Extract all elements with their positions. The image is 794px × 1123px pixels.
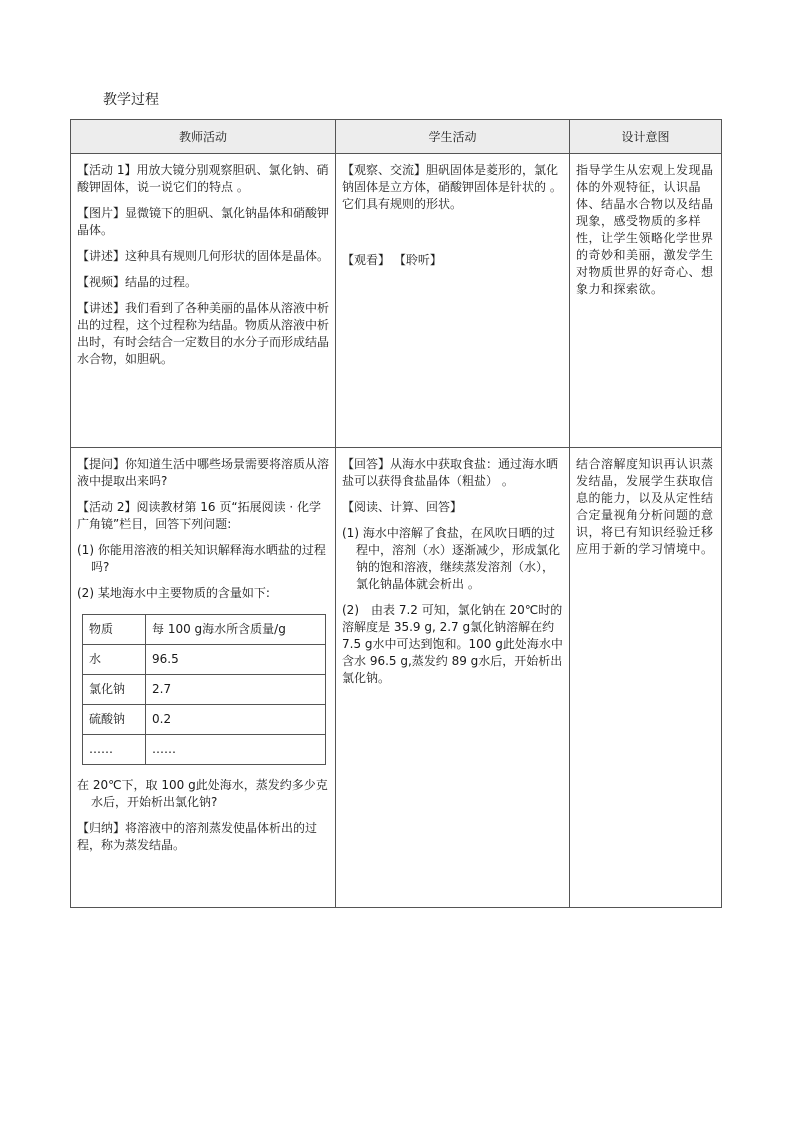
- table-header-row: [83, 615, 326, 645]
- header-intent: 设计意图: [570, 120, 722, 154]
- table-cell: ……: [83, 735, 146, 765]
- intent-cell: [570, 448, 722, 908]
- teacher-cell: [71, 448, 336, 908]
- col-header: 每 100 g海水所含质量/g: [146, 615, 326, 645]
- read-calc-answer: 【阅读、计算、回答】: [342, 500, 463, 514]
- table-cell: 2.7: [146, 675, 326, 705]
- table-cell: 96.5: [146, 645, 326, 675]
- lecture-note: 【讲述】这种具有规则几何形状的固体是晶体。: [77, 249, 330, 263]
- table-cell: 水: [83, 645, 146, 675]
- question-1: (1) 你能用溶液的相关知识解释海水晒盐的过程吗?: [77, 543, 326, 574]
- lecture-note-2: 【讲述】我们看到了各种美丽的晶体从溶液中析出的过程，这个过程称为结晶。物质从溶液中析出时，有时会结合一定数目的水分子而形成结晶水合物，如胆矾。: [77, 301, 330, 366]
- header-row: [71, 120, 722, 154]
- table-cell: ……: [146, 735, 326, 765]
- header-teacher: 教师活动: [71, 120, 336, 154]
- intent-text: 指导学生从宏观上发现晶体的外观特征，认识晶体、结晶水合物以及结晶现象，感受物质的多样性，让学生领略化学世界的奇妙和美丽，激发学生对物质世界的好奇心、想象力和探索欲。: [576, 163, 714, 296]
- table-row: [83, 705, 326, 735]
- section-title: 教学过程: [103, 92, 159, 108]
- student-cell: [336, 448, 570, 908]
- summary-note: 【归纳】将溶液中的溶剂蒸发使晶体析出的过程，称为蒸发结晶。: [77, 821, 318, 852]
- question-note: 【提问】你知道生活中哪些场景需要将溶质从溶液中提取出来吗?: [77, 457, 330, 488]
- seawater-content-table: [82, 614, 326, 765]
- teaching-process-table: [70, 119, 722, 908]
- answer-note: 【回答】从海水中获取食盐：通过海水晒盐可以获得食盐晶体（粗盐） 。: [342, 457, 559, 488]
- activity-1: 【活动 1】用放大镜分别观察胆矾、氯化钠、硝酸钾固体，说一说它们的特点 。: [77, 163, 329, 194]
- teacher-cell: [71, 154, 336, 448]
- table-cell: 0.2: [146, 705, 326, 735]
- table-row: [83, 735, 326, 765]
- table-row: [71, 448, 722, 908]
- table-row: [83, 675, 326, 705]
- col-header: 物质: [83, 615, 146, 645]
- intent-text: 结合溶解度知识再认识蒸发结晶，发展学生获取信息的能力，以及从定性结合定量视角分析问题的意识，将已有知识经验迁移应用于新的学习情境中。: [576, 457, 714, 556]
- intent-cell: [570, 154, 722, 448]
- student-cell: [336, 154, 570, 448]
- observe-note: 【观察、交流】胆矾固体是菱形的，氯化钠固体是立方体，硝酸钾固体是针状的 。它们具有规则的形状。: [342, 163, 562, 211]
- video-note: 【视频】结晶的过程。: [77, 275, 198, 289]
- table-row: [83, 645, 326, 675]
- answer-1: (1) 海水中溶解了食盐，在风吹日晒的过程中，溶剂（水）逐渐减少，形成氯化钠的饱和溶液，继续蒸发溶剂（水），氯化钠晶体就会析出 。: [342, 526, 561, 591]
- table-cell: 氯化钠: [83, 675, 146, 705]
- question-2: (2) 某地海水中主要物质的含量如下:: [77, 586, 270, 600]
- header-student: 学生活动: [336, 120, 570, 154]
- table-cell: 硫酸钠: [83, 705, 146, 735]
- answer-2: (2) 由表 7.2 可知，氯化钠在 20℃时的溶解度是 35.9 g, 2.7 g氯化钠溶解在约 7.5 g水中可达到饱和。100 g此处海水中含水 96.5 g,蒸发约 89 g水后，开始析出氯化钠。: [342, 603, 563, 685]
- table-row: [71, 154, 722, 448]
- picture-note: 【图片】显微镜下的胆矾、氯化钠晶体和硝酸钾晶体。: [77, 206, 330, 237]
- activity-2: 【活动 2】阅读教材第 16 页“拓展阅读 · 化学广角镜”栏目，回答下列问题:: [77, 500, 322, 531]
- watch-listen-note: 【观看】 【聆听】: [342, 253, 442, 267]
- question-2-detail: 在 20℃下，取 100 g此处海水，蒸发约多少克水后，开始析出氯化钠?: [77, 778, 328, 809]
